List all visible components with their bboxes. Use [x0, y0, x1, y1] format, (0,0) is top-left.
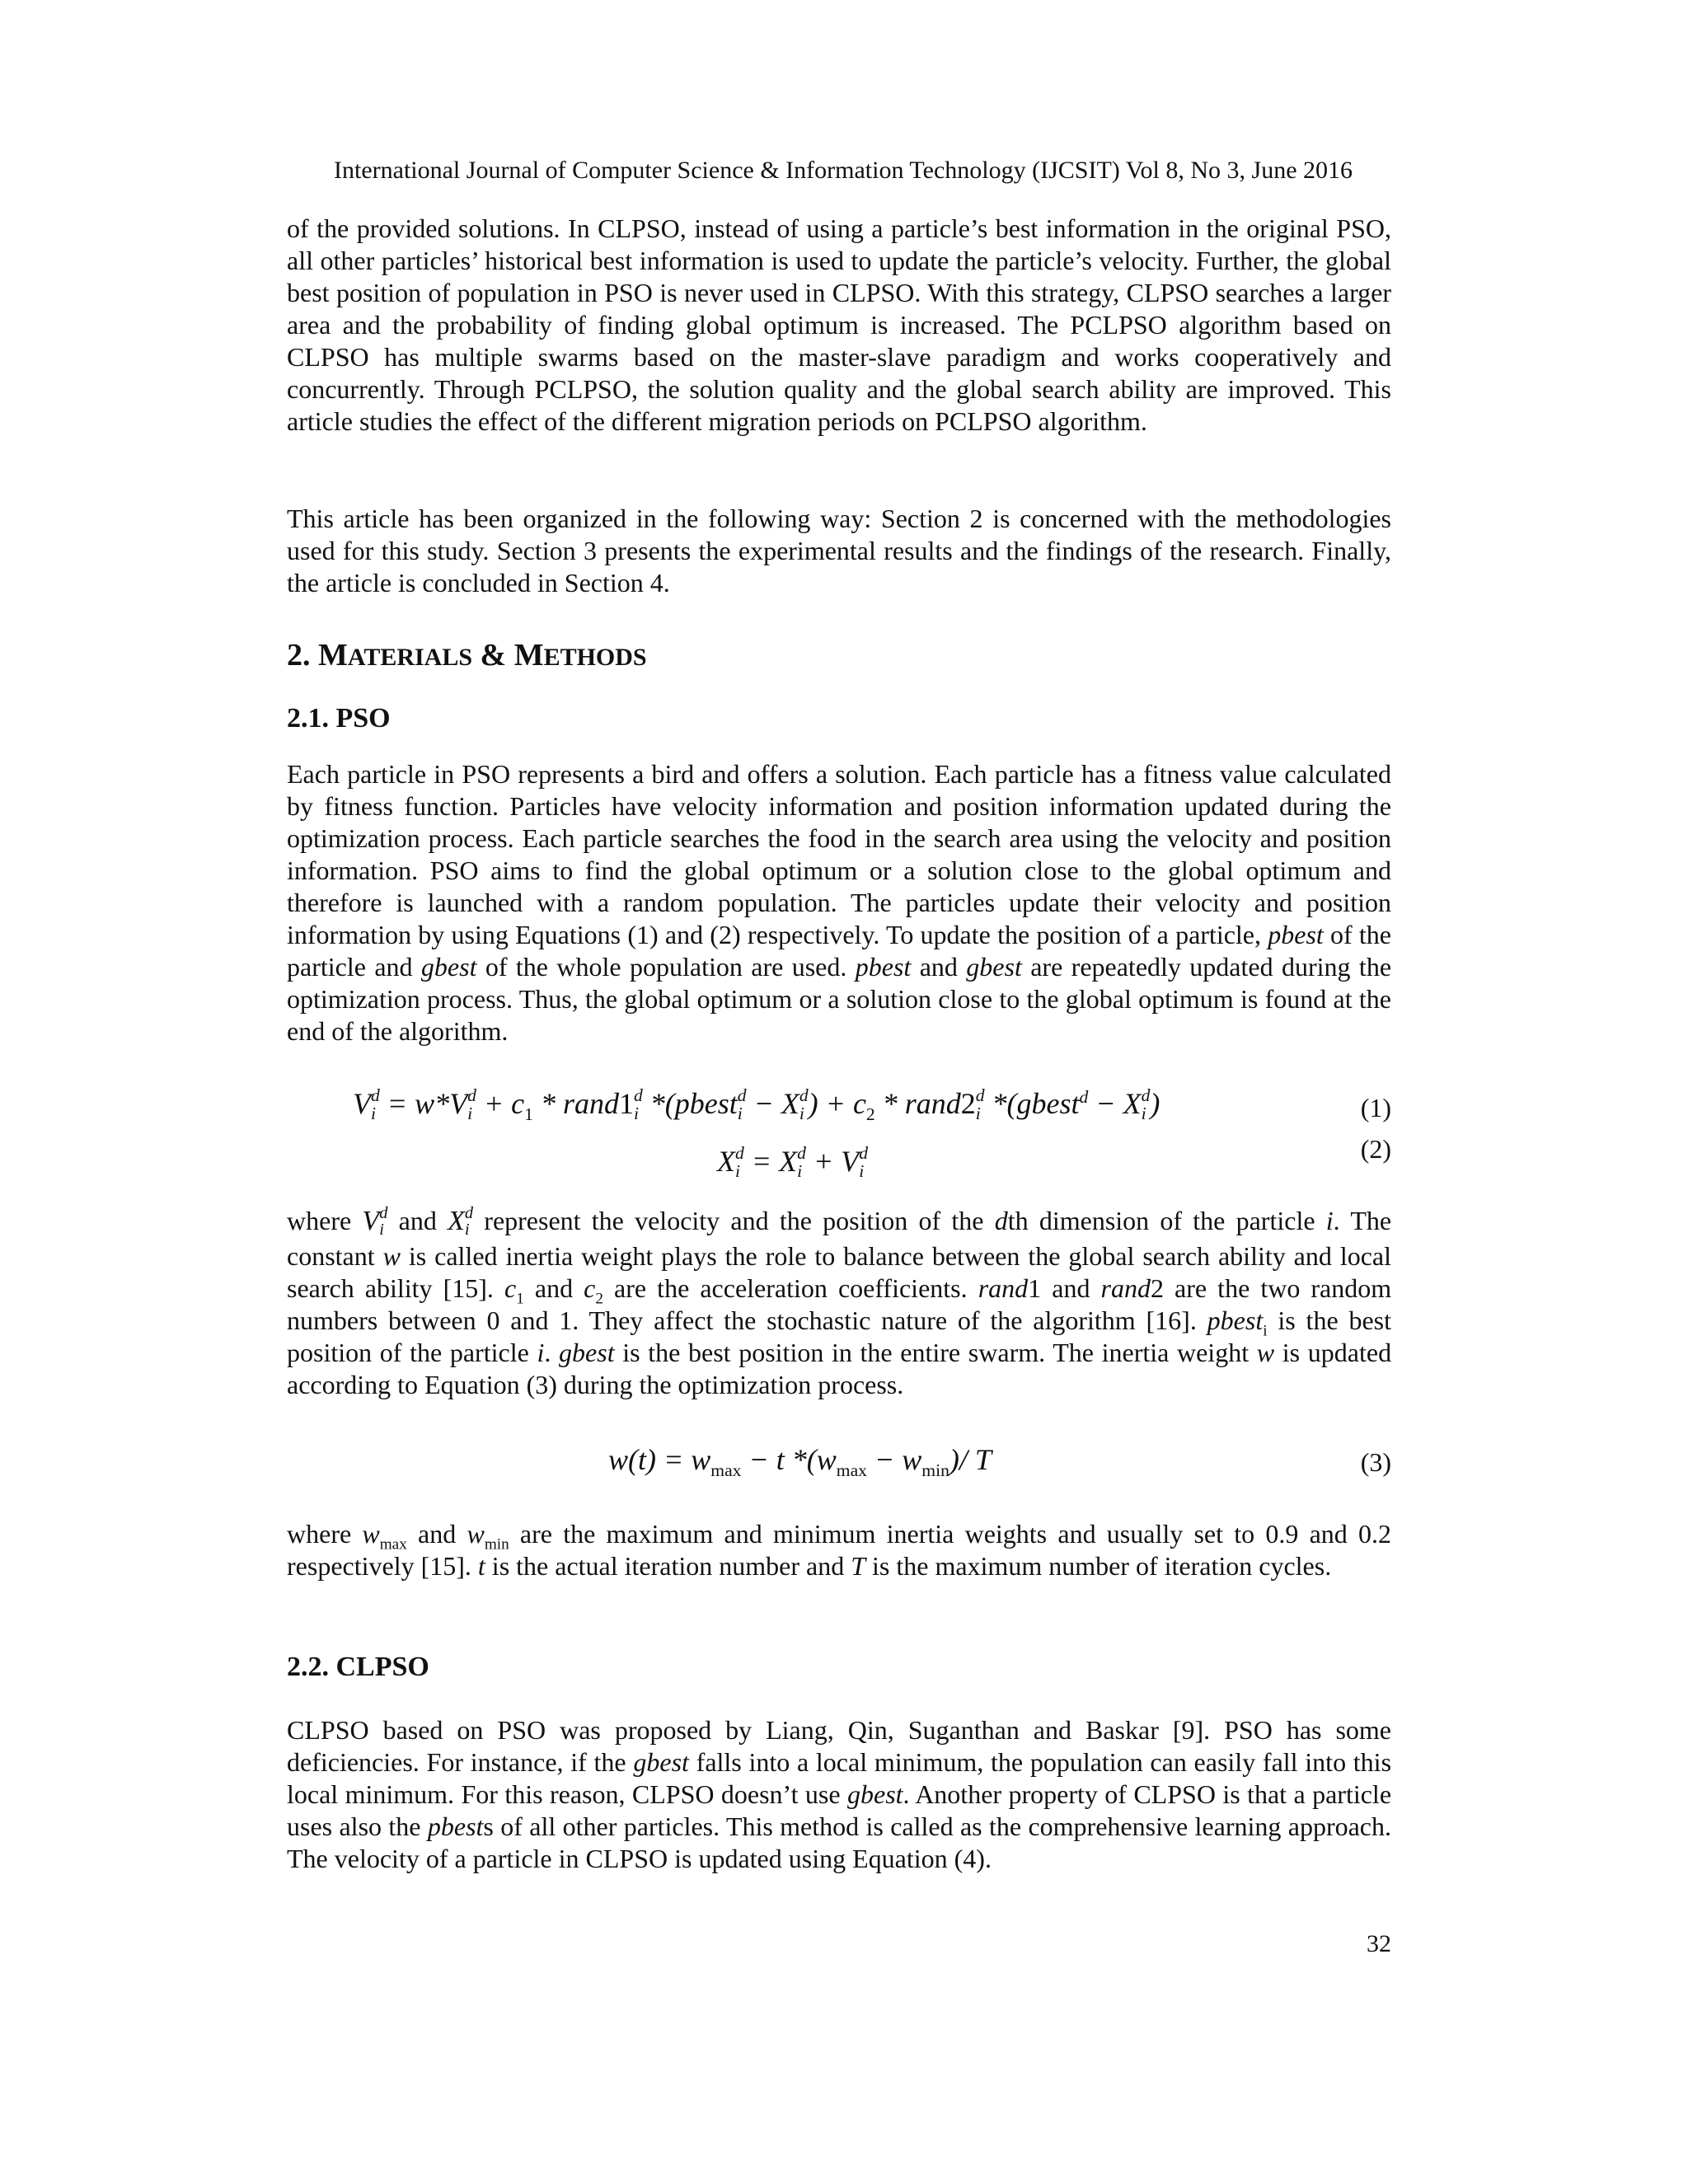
- wmax-paragraph: where $w_{max}$ and $w_{min}$ are the maximum and minimum inertia weights and usually set to 0.9 and 0.2 respectively [15]. t is the actual iteration number and T is the maximum number of iteration cycles.: [287, 1519, 1392, 1581]
- pso-paragraph: Each particle in PSO represents a bird and offers a solution. Each particle has a fitness value calculated by fitness function. Particles have velocity information and position information updated during the optimization process. Each particle searches the food in the search area using the velocity and position information. PSO aims to find the global optimum or a solution close to the global optimum and therefore is launched with a random population. The particles update their velocity and position information by using Equations (1) and (2) respectively. To update the position of a particle, pbest of the particle and gbest of the whole population are used. pbest and gbest are repeatedly updated during the optimization process. Thus, the global optimum or a solution close to the global optimum is found at the end of the algorithm.: [287, 759, 1392, 1046]
- equation-1: V d i = w*V d i + $c_1$ * rand1 d i *(pbest d i − X d i ) + $c_2$ * rand2 d i *(gbest$^d$ − X d i ): [353, 1085, 1160, 1125]
- equation-2-number: (2): [1360, 1134, 1391, 1164]
- equation-3: $w(t) = w_{max} - t$ $*(w_{max} - w_{min})/$ T: [608, 1443, 992, 1481]
- intro-paragraph-2: This article has been organized in the following way: Section 2 is concerned with the methodologies used for this study. Section 3 presents the experimental results and the findings of the research. Finally, the article is concluded in Section 4.: [287, 504, 1391, 598]
- equation-2: X d i = X d i + V d i: [717, 1143, 868, 1181]
- equation-1-number: (1): [1360, 1093, 1391, 1122]
- page-number: 32: [1367, 1930, 1391, 1957]
- intro-paragraph-1: of the provided solutions. In CLPSO, instead of using a particle’s best information in the original PSO, all other particles’ historical best information is used to update the particle’s velocity. Further, the global best position of population in PSO is never used in CLPSO. With this strategy, CLPSO searches a larger area and the probability of finding global optimum is increased. The PCLPSO algorithm based on CLPSO has multiple swarms based on the master-slave paradigm and works cooperatively and concurrently. Through PCLPSO, the solution quality and the global search ability are improved. This article studies the effect of the different migration periods on PCLPSO algorithm.: [287, 213, 1391, 436]
- section-2-1-heading: 2.1. PSO: [287, 703, 391, 733]
- running-header: International Journal of Computer Science & Information Technology (IJCSIT) Vol 8, No 3, June 2016: [334, 157, 1353, 184]
- section-2-2-heading: 2.2. CLPSO: [287, 1652, 429, 1682]
- equation-3-number: (3): [1360, 1447, 1391, 1477]
- section-2-heading: 2. MATERIALS & METHODS: [287, 638, 647, 673]
- where-paragraph: where V d i and X d i represent the velocity and the position of the dth dimension of the particle i. The constant w is called inertia weight plays the role to balance between the global search ability and local search ability [15]. $c_1$ and $c_2$ are the acceleration coefficients. rand1 and rand2 are the two random numbers between 0 and 1. They affect the stochastic nature of the algorithm [16]. pbest$_i$ is the best position of the particle i. gbest is the best position in the entire swarm. The inertia weight w is updated according to Equation (3) during the optimization process.: [287, 1203, 1392, 1399]
- clpso-paragraph: CLPSO based on PSO was proposed by Liang, Qin, Suganthan and Baskar [9]. PSO has some deficiencies. For instance, if the gbest falls into a local minimum, the population can easily fall into this local minimum. For this reason, CLPSO doesn’t use gbest. Another property of CLPSO is that a particle uses also the pbests of all other particles. This method is called as the comprehensive learning approach. The velocity of a particle in CLPSO is updated using Equation (4).: [287, 1715, 1392, 1873]
